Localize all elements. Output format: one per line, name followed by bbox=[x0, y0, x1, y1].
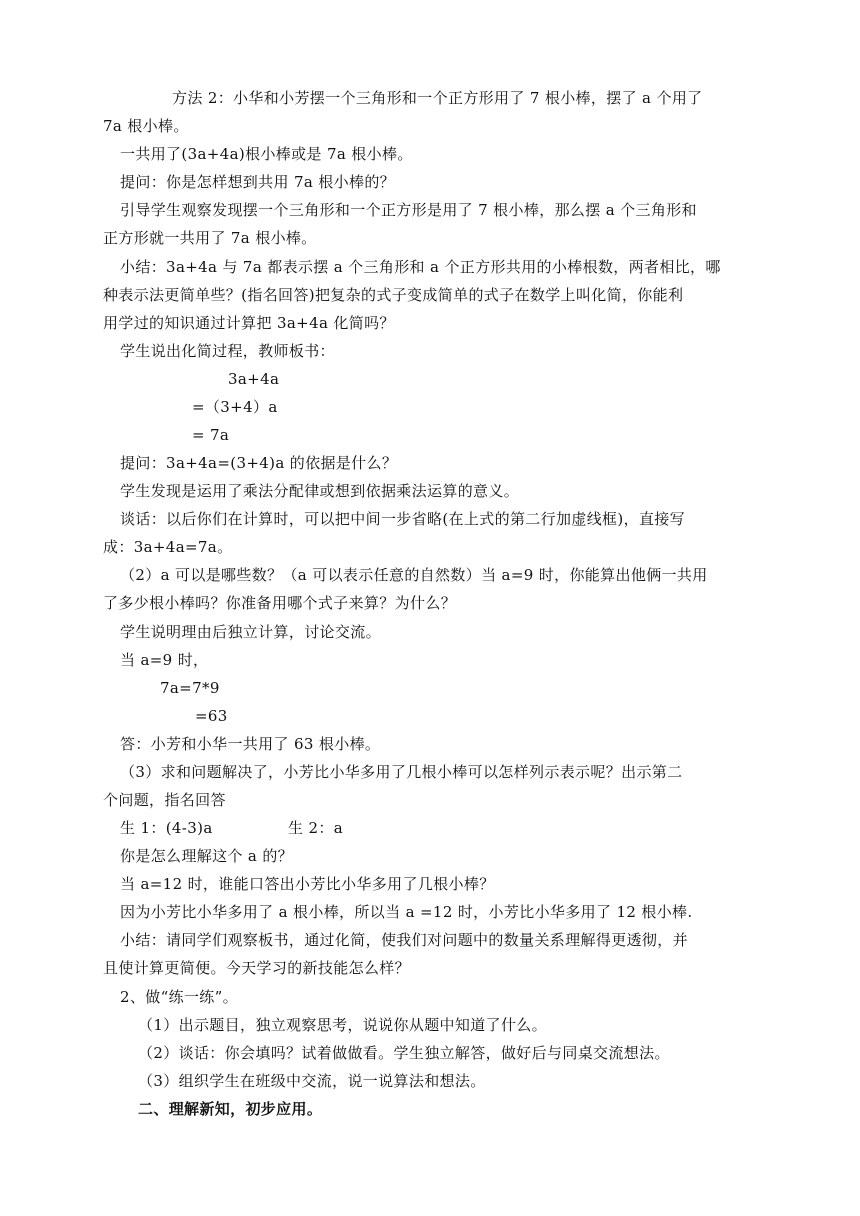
paragraph-guide-line1: 引导学生观察发现摆一个三角形和一个正方形是用了 7 根小棒，那么摆 a 个三角形和 bbox=[120, 201, 697, 219]
student2-answer: 生 2：a bbox=[288, 819, 344, 837]
part2-line1: （2）a 可以是哪些数？（a 可以表示任意的自然数）当 a=9 时，你能算出他俩一共用 bbox=[120, 566, 708, 584]
part3-line1: （3）求和问题解决了，小芳比小华多用了几根小棒可以怎样列示表示呢？出示第二 bbox=[120, 763, 683, 781]
practice-step1: （1）出示题目，独立观察思考，说说你从题中知道了什么。 bbox=[138, 1016, 547, 1034]
calc-step1: 7a=7*9 bbox=[160, 679, 220, 697]
summary-line1: 小结：3a+4a 与 7a 都表示摆 a 个三角形和 a 个正方形共用的小棒根数，两者相比，哪 bbox=[120, 258, 721, 276]
practice-step3: （3）组织学生在班级中交流，说一说算法和想法。 bbox=[138, 1072, 486, 1090]
summary-line3: 用学过的知识通过计算把 3a+4a 化简吗？ bbox=[103, 314, 395, 332]
part2-line2: 了多少根小棒吗？你准备用哪个式子来算？为什么？ bbox=[103, 594, 457, 612]
paragraph-independent-calc: 学生说明理由后独立计算，讨论交流。 bbox=[120, 623, 381, 641]
calc-step2: =63 bbox=[195, 707, 228, 725]
paragraph-total-sticks: 一共用了(3a+4a)根小棒或是 7a 根小棒。 bbox=[120, 145, 413, 163]
equation-step3: = 7a bbox=[192, 426, 230, 444]
section-heading-2: 二、理解新知，初步应用。 bbox=[138, 1100, 323, 1118]
student1-answer: 生 1：(4-3)a bbox=[120, 819, 213, 837]
summary2-line2: 且使计算更简便。今天学习的新技能怎么样？ bbox=[103, 959, 411, 977]
equation-step2: =（3+4）a bbox=[192, 398, 278, 416]
question-understand-a: 你是怎么理解这个 a 的？ bbox=[120, 847, 294, 865]
paragraph-guide-line2: 正方形就一共用了 7a 根小棒。 bbox=[103, 229, 317, 247]
question-how-7a: 提问：你是怎样想到共用 7a 根小棒的？ bbox=[120, 173, 396, 191]
when-a-9: 当 a=9 时， bbox=[120, 651, 209, 669]
summary-line2: 种表示法更简单些？(指名回答)把复杂的式子变成简单的式子在数学上叫化简，你能利 bbox=[103, 286, 684, 304]
part3-line2: 个问题，指名回答 bbox=[103, 791, 226, 809]
talk-line2: 成：3a+4a=7a。 bbox=[103, 538, 233, 556]
summary2-line1: 小结：请同学们观察板书，通过化简，使我们对问题中的数量关系理解得更透彻，并 bbox=[120, 931, 688, 949]
talk-line1: 谈话：以后你们在计算时，可以把中间一步省略(在上式的第二行加虚线框)，直接写 bbox=[120, 510, 686, 528]
paragraph-method2-line1: 方法 2：小华和小芳摆一个三角形和一个正方形用了 7 根小棒，摆了 a 个用了 bbox=[172, 89, 703, 107]
section-practice: 2、做“练一练”。 bbox=[120, 988, 239, 1006]
question-basis: 提问：3a+4a=(3+4)a 的依据是什么？ bbox=[120, 454, 398, 472]
equation-step1: 3a+4a bbox=[228, 370, 280, 388]
answer-63: 答：小芳和小华一共用了 63 根小棒。 bbox=[120, 735, 381, 753]
board-intro: 学生说出化简过程，教师板书： bbox=[120, 342, 335, 360]
when-a-12: 当 a=12 时，谁能口答出小芳比小华多用了几根小棒？ bbox=[120, 875, 495, 893]
paragraph-distributive: 学生发现是运用了乘法分配律或想到依据乘法运算的意义。 bbox=[120, 482, 520, 500]
because-line: 因为小芳比小华多用了 a 根小棒，所以当 a =12 时，小芳比小华多用了 12 根小棒. bbox=[120, 903, 693, 921]
practice-step2: （2）谈话：你会填吗？试着做做看。学生独立解答，做好后与同桌交流想法。 bbox=[138, 1044, 670, 1062]
paragraph-method2-line2: 7a 根小棒。 bbox=[103, 117, 189, 135]
